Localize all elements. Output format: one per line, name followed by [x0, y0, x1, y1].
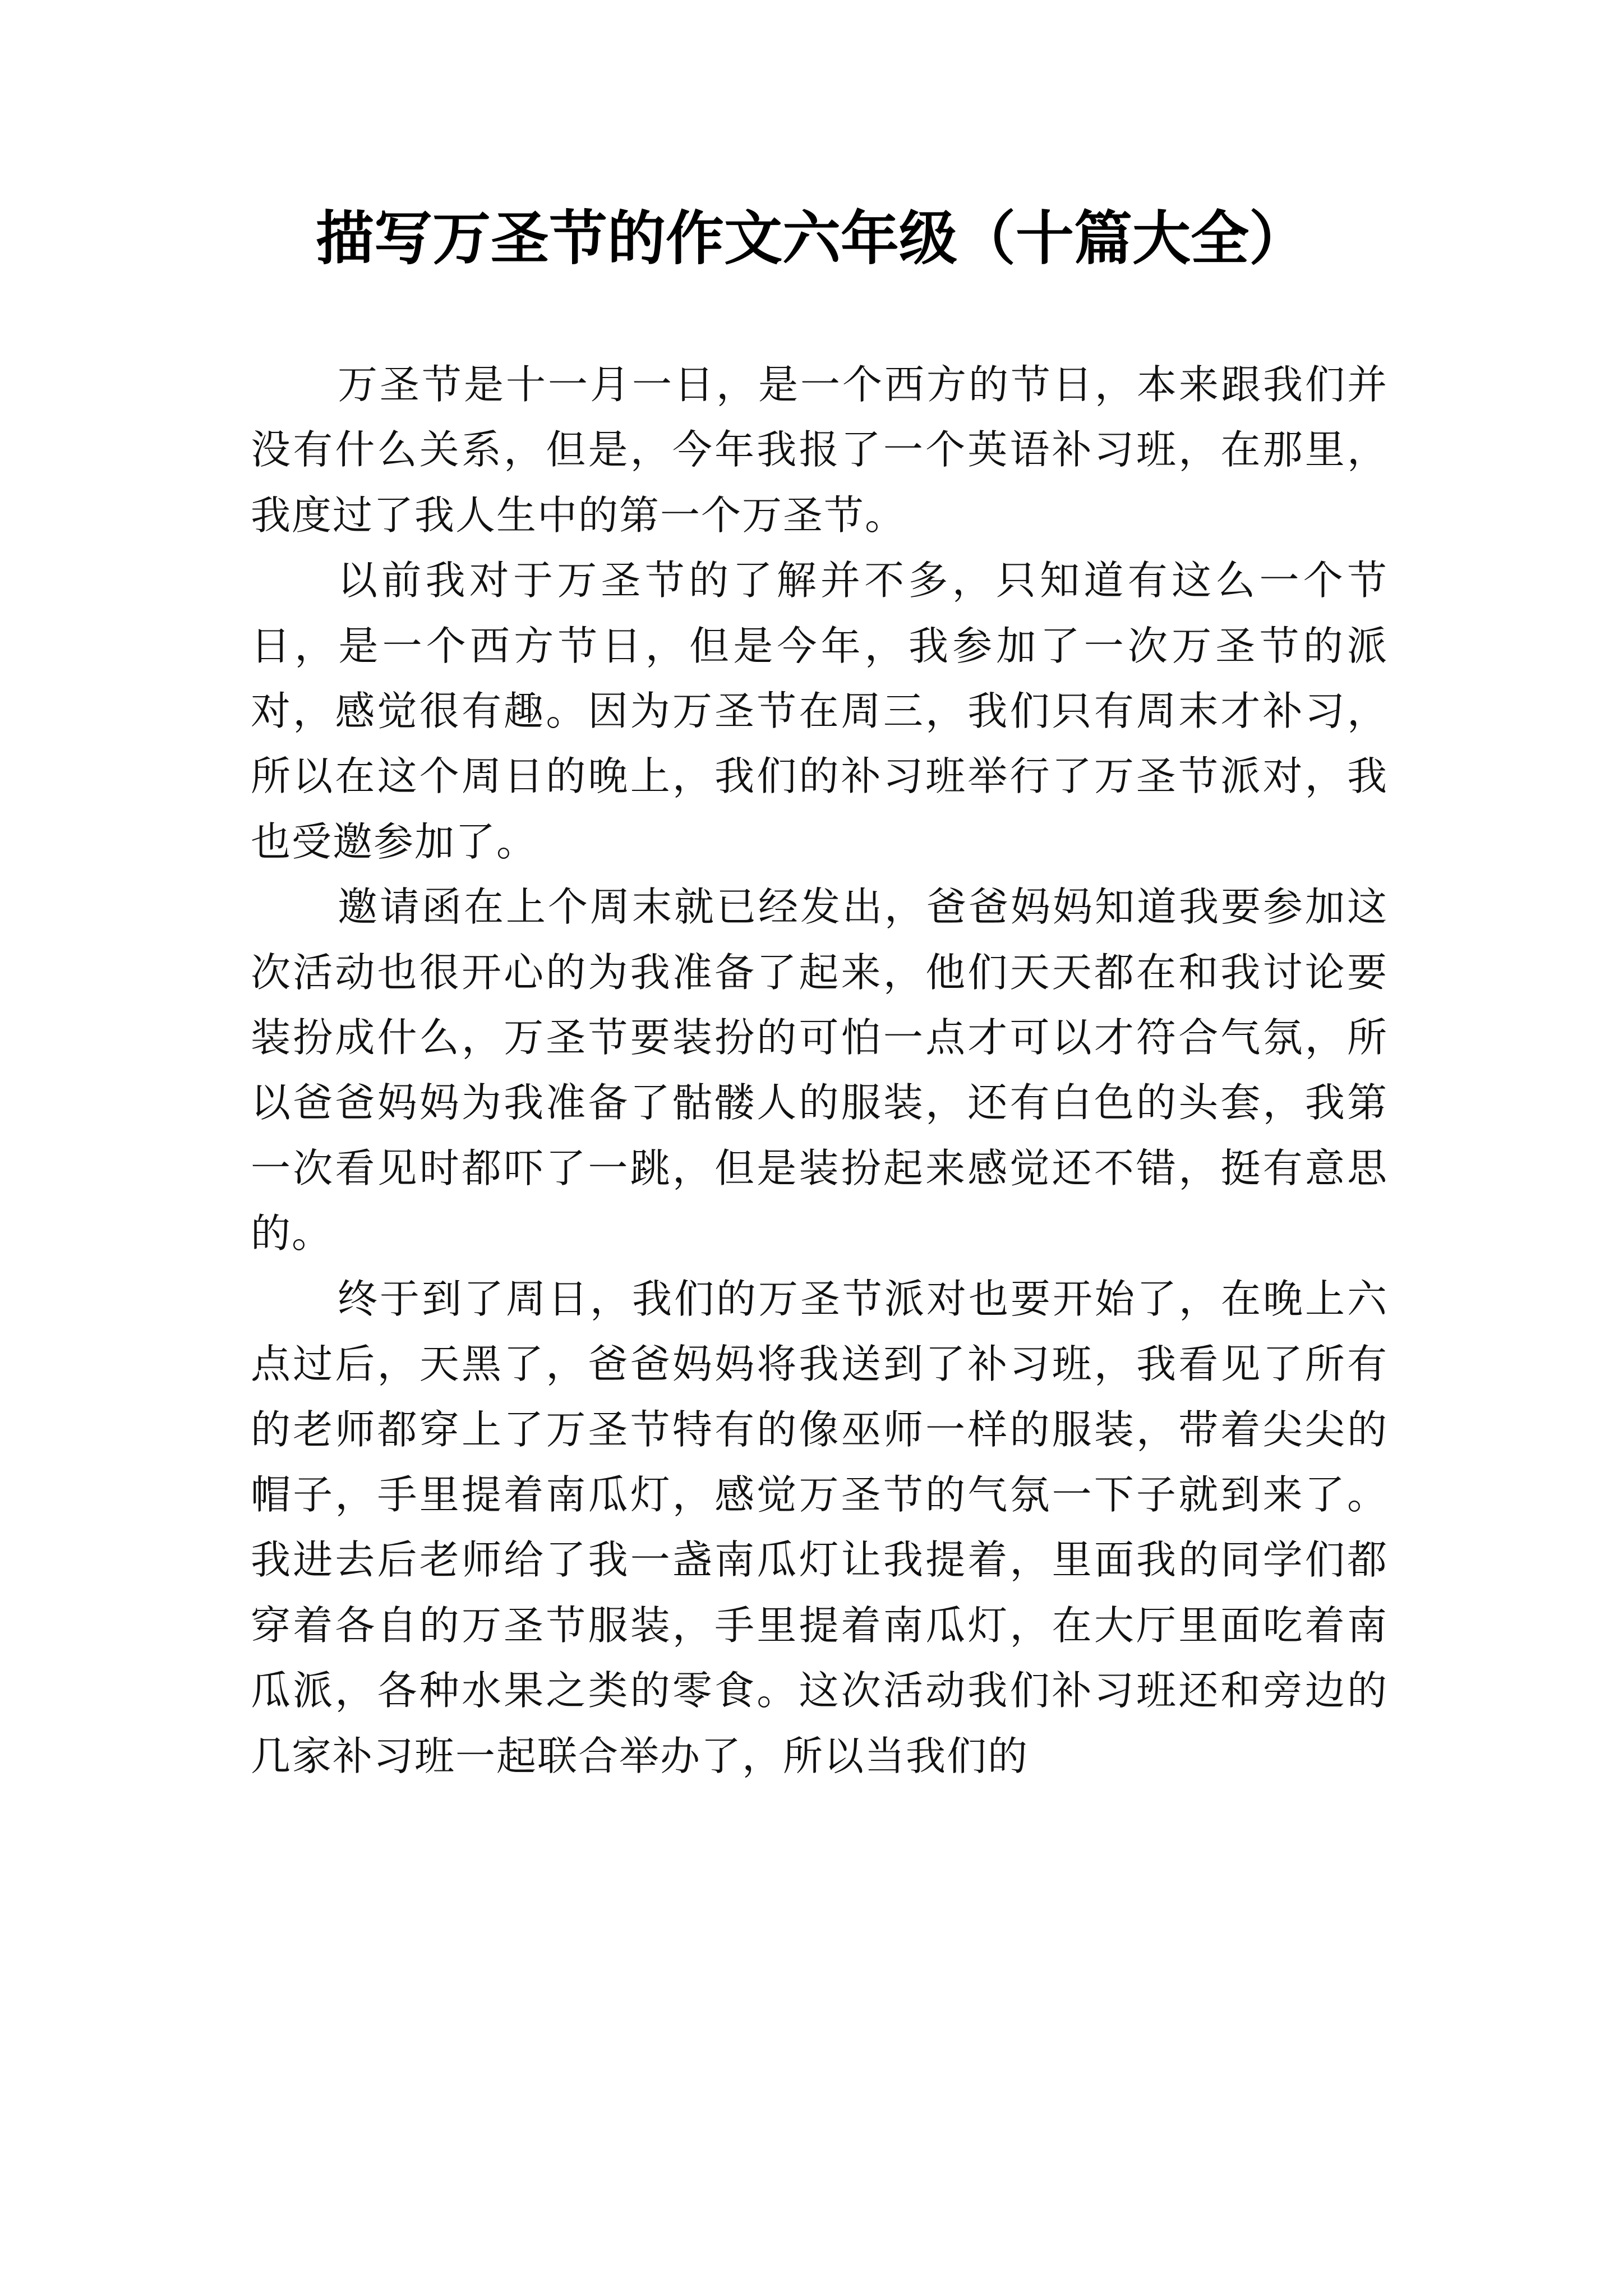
document-title: 描写万圣节的作文六年级（十篇大全）	[315, 204, 1307, 273]
paragraph: 终于到了周日，我们的万圣节派对也要开始了，在晚上六点过后，天黑了，爸爸妈妈将我送到了补习班，我看见了所有的老师都穿上了万圣节特有的像巫师一样的服装，带着尖尖的帽子，手里提着南瓜灯，感觉万圣节的气氛一下子就到来了。我进去后老师给了我一盏南瓜灯让我提着，里面我的同学们都穿着各自的万圣节服装，手里提着南瓜灯，在大厅里面吃着南瓜派，各种水果之类的零食。这次活动我们补习班还和旁边的几家补习班一起联合举办了，所以当我们的	[251, 1275, 1388, 1779]
document-body	[251, 352, 1388, 1789]
paragraph: 以前我对于万圣节的了解并不多，只知道有这么一个节日，是一个西方节日，但是今年，我参加了一次万圣节的派对，感觉很有趣。因为万圣节在周三，我们只有周末才补习，所以在这个周日的晚上，我们的补习班举行了万圣节派对，我也受邀参加了。	[251, 557, 1388, 865]
paragraph: 万圣节是十一月一日，是一个西方的节日，本来跟我们并没有什么关系，但是，今年我报了一个英语补习班，在那里，我度过了我人生中的第一个万圣节。	[251, 361, 1388, 539]
paragraph: 邀请函在上个周末就已经发出，爸爸妈妈知道我要参加这次活动也很开心的为我准备了起来，他们天天都在和我讨论要装扮成什么，万圣节要装扮的可怕一点才可以才符合气氛，所以爸爸妈妈为我准备了骷髅人的服装，还有白色的头套，我第一次看见时都吓了一跳，但是装扮起来感觉还不错，挺有意思的。	[251, 884, 1388, 1257]
